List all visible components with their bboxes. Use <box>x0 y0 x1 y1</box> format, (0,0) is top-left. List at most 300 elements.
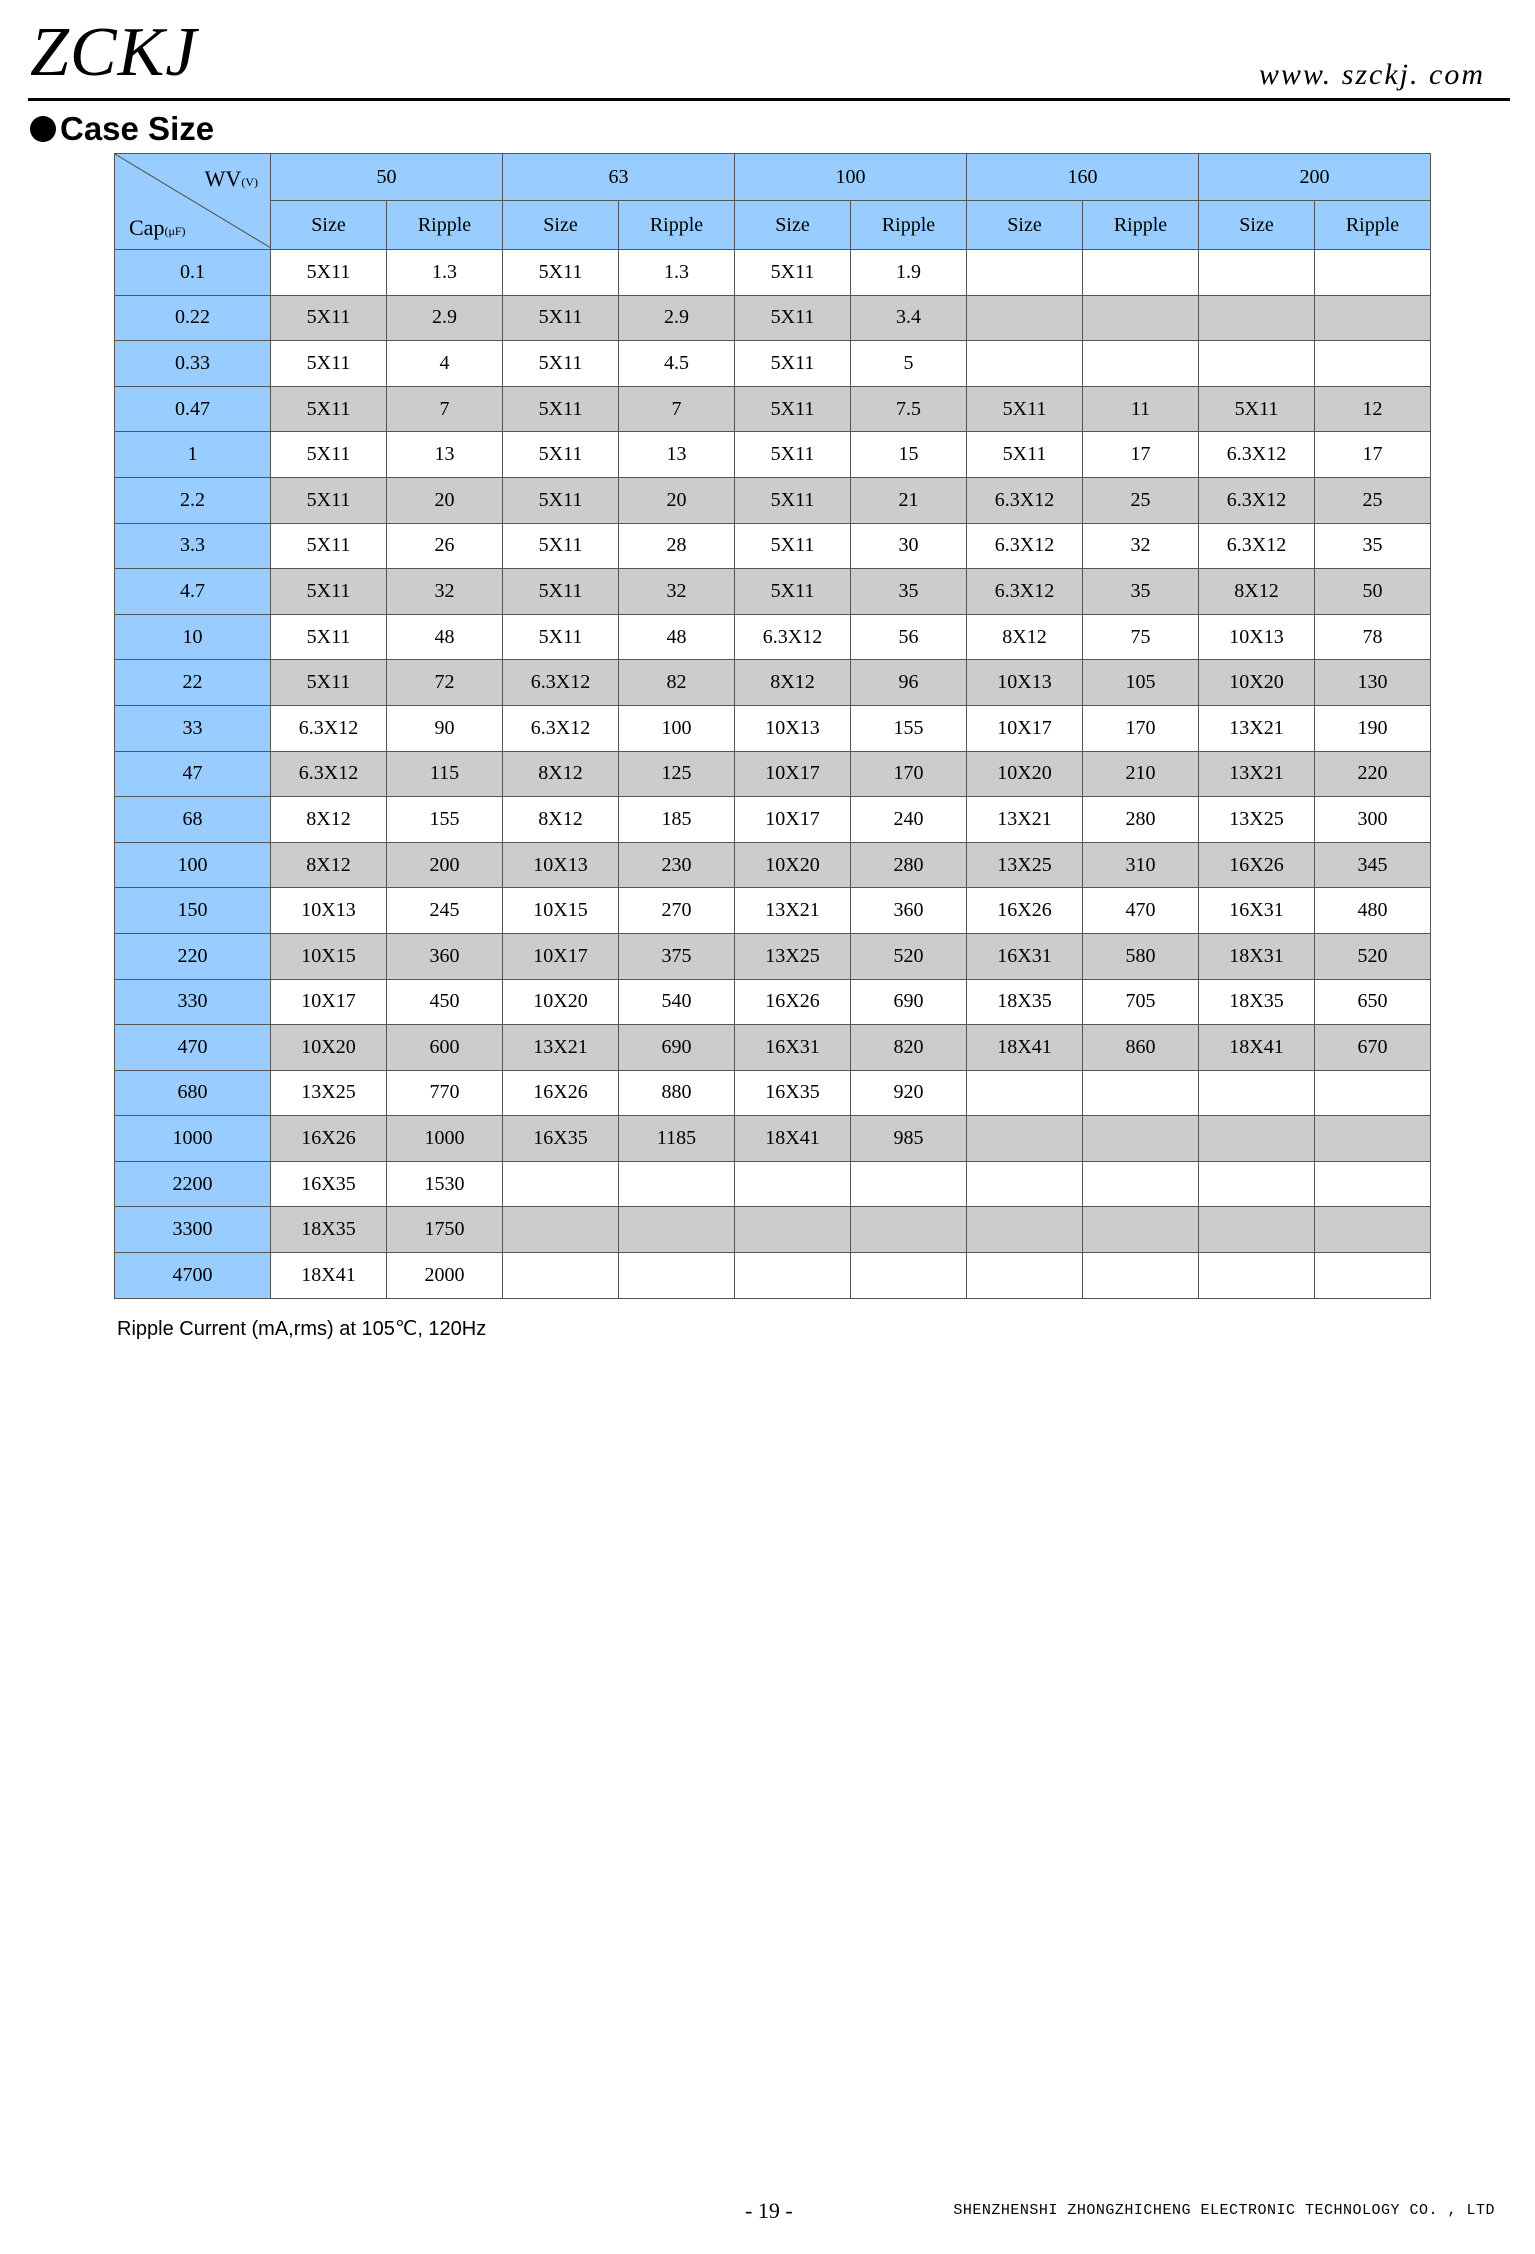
ripple-cell: 125 <box>619 751 735 797</box>
size-cell: 6.3X12 <box>1199 477 1315 523</box>
size-cell: 5X11 <box>503 386 619 432</box>
ripple-cell: 450 <box>387 979 503 1025</box>
table-row <box>115 1070 1431 1116</box>
ripple-cell: 7 <box>619 386 735 432</box>
table-row <box>115 341 1431 387</box>
capacitance-cell: 220 <box>115 933 271 979</box>
table-row <box>115 1253 1431 1299</box>
table-row <box>115 1025 1431 1071</box>
size-cell <box>503 1207 619 1253</box>
size-cell: 5X11 <box>735 523 851 569</box>
size-cell: 6.3X12 <box>967 477 1083 523</box>
ripple-cell: 17 <box>1083 432 1199 478</box>
ripple-cell <box>1315 1116 1431 1162</box>
sub-header-ripple: Ripple <box>619 201 735 250</box>
table-row <box>115 1161 1431 1207</box>
size-cell: 5X11 <box>735 569 851 615</box>
page-number: - 19 - <box>745 2198 793 2223</box>
ripple-cell: 25 <box>1083 477 1199 523</box>
size-cell: 5X11 <box>271 614 387 660</box>
size-cell: 5X11 <box>735 432 851 478</box>
capacitance-cell: 68 <box>115 797 271 843</box>
size-cell: 10X20 <box>967 751 1083 797</box>
size-cell: 5X11 <box>271 341 387 387</box>
ripple-cell: 190 <box>1315 705 1431 751</box>
capacitance-cell: 330 <box>115 979 271 1025</box>
ripple-cell: 35 <box>1083 569 1199 615</box>
sub-header-ripple: Ripple <box>387 201 503 250</box>
capacitance-cell: 4700 <box>115 1253 271 1299</box>
table-row <box>115 797 1431 843</box>
size-cell: 5X11 <box>735 295 851 341</box>
ripple-cell: 1750 <box>387 1207 503 1253</box>
ripple-cell: 230 <box>619 842 735 888</box>
table-row <box>115 979 1431 1025</box>
capacitance-cell: 0.22 <box>115 295 271 341</box>
size-cell: 5X11 <box>271 660 387 706</box>
size-cell: 5X11 <box>735 250 851 296</box>
size-cell: 16X26 <box>271 1116 387 1162</box>
capacitance-cell: 47 <box>115 751 271 797</box>
table-row <box>115 933 1431 979</box>
size-cell <box>1199 1253 1315 1299</box>
voltage-header-row <box>115 154 1431 201</box>
ripple-cell: 480 <box>1315 888 1431 934</box>
capacitance-cell: 680 <box>115 1070 271 1116</box>
size-cell <box>1199 295 1315 341</box>
size-cell: 16X31 <box>735 1025 851 1071</box>
size-cell <box>1199 250 1315 296</box>
size-cell: 6.3X12 <box>735 614 851 660</box>
size-cell: 5X11 <box>271 432 387 478</box>
table-row <box>115 888 1431 934</box>
ripple-cell: 1.9 <box>851 250 967 296</box>
ripple-cell: 860 <box>1083 1025 1199 1071</box>
size-cell: 16X31 <box>967 933 1083 979</box>
corner-cap-label: Cap(μF) <box>129 215 186 240</box>
ripple-cell: 2.9 <box>387 295 503 341</box>
ripple-cell: 20 <box>619 477 735 523</box>
table-row <box>115 660 1431 706</box>
ripple-cell: 4 <box>387 341 503 387</box>
ripple-cell: 28 <box>619 523 735 569</box>
table-row <box>115 842 1431 888</box>
ripple-cell: 26 <box>387 523 503 569</box>
ripple-cell: 170 <box>851 751 967 797</box>
sub-header-ripple: Ripple <box>851 201 967 250</box>
size-cell: 5X11 <box>271 477 387 523</box>
size-cell: 16X26 <box>503 1070 619 1116</box>
ripple-cell: 105 <box>1083 660 1199 706</box>
bullet-icon <box>30 116 56 142</box>
size-cell: 6.3X12 <box>967 569 1083 615</box>
size-cell <box>967 295 1083 341</box>
size-cell: 10X17 <box>967 705 1083 751</box>
sub-header-size: Size <box>271 201 387 250</box>
size-cell: 6.3X12 <box>271 751 387 797</box>
ripple-cell <box>1315 1207 1431 1253</box>
size-cell: 10X17 <box>735 797 851 843</box>
size-cell: 6.3X12 <box>1199 523 1315 569</box>
ripple-cell: 170 <box>1083 705 1199 751</box>
size-cell: 5X11 <box>503 432 619 478</box>
capacitance-cell: 4.7 <box>115 569 271 615</box>
size-cell: 5X11 <box>271 523 387 569</box>
ripple-cell: 820 <box>851 1025 967 1071</box>
voltage-header: 100 <box>735 154 967 201</box>
voltage-header: 63 <box>503 154 735 201</box>
size-cell: 5X11 <box>503 295 619 341</box>
capacitance-cell: 100 <box>115 842 271 888</box>
ripple-cell: 580 <box>1083 933 1199 979</box>
ripple-cell: 21 <box>851 477 967 523</box>
ripple-cell: 32 <box>1083 523 1199 569</box>
ripple-cell: 210 <box>1083 751 1199 797</box>
size-cell: 16X35 <box>271 1161 387 1207</box>
voltage-header: 50 <box>271 154 503 201</box>
size-cell: 8X12 <box>967 614 1083 660</box>
size-cell: 16X26 <box>967 888 1083 934</box>
ripple-cell: 90 <box>387 705 503 751</box>
size-cell: 18X35 <box>1199 979 1315 1025</box>
size-cell <box>735 1207 851 1253</box>
size-cell: 5X11 <box>967 386 1083 432</box>
size-cell: 5X11 <box>271 386 387 432</box>
ripple-cell: 200 <box>387 842 503 888</box>
size-cell: 8X12 <box>735 660 851 706</box>
capacitance-cell: 3300 <box>115 1207 271 1253</box>
size-cell: 10X15 <box>503 888 619 934</box>
ripple-cell: 25 <box>1315 477 1431 523</box>
size-cell <box>967 1161 1083 1207</box>
corner-wv-label: WV(V) <box>204 166 258 191</box>
sub-header-ripple: Ripple <box>1315 201 1431 250</box>
table-row <box>115 477 1431 523</box>
ripple-cell <box>851 1207 967 1253</box>
ripple-cell <box>1083 1253 1199 1299</box>
capacitance-cell: 33 <box>115 705 271 751</box>
ripple-cell <box>1315 1161 1431 1207</box>
size-cell: 13X25 <box>271 1070 387 1116</box>
ripple-cell <box>1315 295 1431 341</box>
size-cell: 10X13 <box>735 705 851 751</box>
ripple-cell: 1000 <box>387 1116 503 1162</box>
size-cell: 13X21 <box>735 888 851 934</box>
ripple-cell <box>1315 250 1431 296</box>
size-cell: 10X17 <box>735 751 851 797</box>
size-cell <box>967 1070 1083 1116</box>
size-cell: 8X12 <box>503 797 619 843</box>
table-row <box>115 386 1431 432</box>
table-row <box>115 614 1431 660</box>
ripple-cell: 310 <box>1083 842 1199 888</box>
ripple-cell: 520 <box>1315 933 1431 979</box>
ripple-cell: 75 <box>1083 614 1199 660</box>
size-cell: 16X35 <box>503 1116 619 1162</box>
ripple-cell: 770 <box>387 1070 503 1116</box>
ripple-cell: 185 <box>619 797 735 843</box>
section-title-text: Case Size <box>60 110 215 147</box>
ripple-cell: 1.3 <box>387 250 503 296</box>
ripple-cell: 13 <box>619 432 735 478</box>
ripple-cell: 17 <box>1315 432 1431 478</box>
size-cell <box>503 1253 619 1299</box>
size-cell: 5X11 <box>1199 386 1315 432</box>
ripple-cell <box>1315 1070 1431 1116</box>
size-cell: 10X20 <box>735 842 851 888</box>
table-row <box>115 1116 1431 1162</box>
ripple-cell <box>1083 1070 1199 1116</box>
ripple-cell: 690 <box>851 979 967 1025</box>
ripple-cell: 345 <box>1315 842 1431 888</box>
ripple-cell <box>1083 1161 1199 1207</box>
size-cell: 10X20 <box>1199 660 1315 706</box>
ripple-cell <box>1083 1207 1199 1253</box>
table-row <box>115 705 1431 751</box>
size-cell: 16X26 <box>1199 842 1315 888</box>
ripple-cell: 50 <box>1315 569 1431 615</box>
size-cell: 8X12 <box>503 751 619 797</box>
ripple-cell: 155 <box>851 705 967 751</box>
ripple-cell <box>619 1253 735 1299</box>
size-cell: 5X11 <box>271 295 387 341</box>
size-cell: 10X13 <box>271 888 387 934</box>
ripple-cell: 920 <box>851 1070 967 1116</box>
size-cell: 5X11 <box>271 569 387 615</box>
size-cell: 13X21 <box>503 1025 619 1071</box>
ripple-cell: 690 <box>619 1025 735 1071</box>
ripple-cell: 300 <box>1315 797 1431 843</box>
ripple-cell <box>619 1207 735 1253</box>
size-cell: 10X17 <box>271 979 387 1025</box>
size-cell: 10X17 <box>503 933 619 979</box>
ripple-cell: 2000 <box>387 1253 503 1299</box>
ripple-cell: 115 <box>387 751 503 797</box>
size-cell: 5X11 <box>735 477 851 523</box>
sub-header-size: Size <box>967 201 1083 250</box>
size-cell: 18X35 <box>271 1207 387 1253</box>
size-cell: 5X11 <box>503 477 619 523</box>
ripple-cell: 48 <box>619 614 735 660</box>
ripple-note: Ripple Current (mA,rms) at 105℃, 120Hz <box>117 1318 487 1340</box>
table-corner <box>115 154 271 250</box>
size-cell: 10X20 <box>503 979 619 1025</box>
size-cell: 18X41 <box>1199 1025 1315 1071</box>
capacitance-cell: 2200 <box>115 1161 271 1207</box>
ripple-cell: 35 <box>1315 523 1431 569</box>
table-row <box>115 432 1431 478</box>
size-cell <box>1199 1207 1315 1253</box>
size-cell <box>735 1253 851 1299</box>
ripple-cell: 360 <box>851 888 967 934</box>
size-cell: 5X11 <box>735 341 851 387</box>
capacitance-cell: 1000 <box>115 1116 271 1162</box>
capacitance-cell: 22 <box>115 660 271 706</box>
size-cell <box>967 1116 1083 1162</box>
header-rule <box>28 98 1510 101</box>
size-cell: 10X13 <box>967 660 1083 706</box>
company-name: SHENZHENSHI ZHONGZHICHENG ELECTRONIC TECHNOLOGY CO. , LTD <box>953 2202 1495 2219</box>
ripple-cell: 13 <box>387 432 503 478</box>
size-cell: 10X13 <box>1199 614 1315 660</box>
table-row <box>115 1207 1431 1253</box>
ripple-cell: 520 <box>851 933 967 979</box>
capacitance-cell: 470 <box>115 1025 271 1071</box>
size-cell <box>967 250 1083 296</box>
size-cell: 18X31 <box>1199 933 1315 979</box>
capacitance-cell: 0.33 <box>115 341 271 387</box>
section-title <box>30 110 214 148</box>
ripple-cell: 245 <box>387 888 503 934</box>
size-cell: 6.3X12 <box>503 705 619 751</box>
capacitance-cell: 0.1 <box>115 250 271 296</box>
ripple-cell: 96 <box>851 660 967 706</box>
voltage-header: 200 <box>1199 154 1431 201</box>
ripple-cell: 270 <box>619 888 735 934</box>
size-cell: 13X25 <box>1199 797 1315 843</box>
ripple-cell <box>1083 1116 1199 1162</box>
ripple-cell: 48 <box>387 614 503 660</box>
size-cell: 5X11 <box>503 250 619 296</box>
size-cell: 13X21 <box>967 797 1083 843</box>
size-cell: 5X11 <box>271 250 387 296</box>
size-cell: 6.3X12 <box>503 660 619 706</box>
ripple-cell: 11 <box>1083 386 1199 432</box>
ripple-cell: 56 <box>851 614 967 660</box>
ripple-cell <box>619 1161 735 1207</box>
ripple-cell: 1.3 <box>619 250 735 296</box>
ripple-cell: 470 <box>1083 888 1199 934</box>
ripple-cell <box>1315 1253 1431 1299</box>
ripple-cell: 4.5 <box>619 341 735 387</box>
size-cell <box>1199 1116 1315 1162</box>
ripple-cell: 32 <box>619 569 735 615</box>
sub-header-size: Size <box>1199 201 1315 250</box>
table-body <box>115 250 1431 1299</box>
size-cell: 10X15 <box>271 933 387 979</box>
size-cell <box>967 1253 1083 1299</box>
website-url: www. szckj. com <box>1258 58 1485 91</box>
ripple-cell: 1530 <box>387 1161 503 1207</box>
table-row <box>115 751 1431 797</box>
ripple-cell: 155 <box>387 797 503 843</box>
size-cell: 16X26 <box>735 979 851 1025</box>
ripple-cell: 280 <box>851 842 967 888</box>
ripple-cell: 600 <box>387 1025 503 1071</box>
ripple-cell <box>1083 295 1199 341</box>
size-cell <box>1199 1070 1315 1116</box>
ripple-cell: 705 <box>1083 979 1199 1025</box>
size-cell: 13X21 <box>1199 705 1315 751</box>
size-cell: 5X11 <box>735 386 851 432</box>
ripple-cell: 375 <box>619 933 735 979</box>
size-cell: 10X13 <box>503 842 619 888</box>
ripple-cell: 7 <box>387 386 503 432</box>
ripple-cell: 280 <box>1083 797 1199 843</box>
size-cell: 16X31 <box>1199 888 1315 934</box>
ripple-cell: 360 <box>387 933 503 979</box>
size-cell: 16X35 <box>735 1070 851 1116</box>
size-cell <box>967 1207 1083 1253</box>
ripple-cell: 78 <box>1315 614 1431 660</box>
ripple-cell: 880 <box>619 1070 735 1116</box>
company-logo: ZCKJ <box>30 14 198 91</box>
ripple-cell: 2.9 <box>619 295 735 341</box>
ripple-cell: 240 <box>851 797 967 843</box>
ripple-cell: 32 <box>387 569 503 615</box>
size-cell: 8X12 <box>271 842 387 888</box>
size-cell: 18X41 <box>271 1253 387 1299</box>
capacitance-cell: 2.2 <box>115 477 271 523</box>
sub-header-size: Size <box>503 201 619 250</box>
size-cell: 8X12 <box>1199 569 1315 615</box>
size-cell: 10X20 <box>271 1025 387 1071</box>
ripple-cell: 220 <box>1315 751 1431 797</box>
ripple-cell <box>1083 341 1199 387</box>
table-row <box>115 250 1431 296</box>
ripple-cell <box>1083 250 1199 296</box>
voltage-header: 160 <box>967 154 1199 201</box>
ripple-cell: 15 <box>851 432 967 478</box>
ripple-cell: 985 <box>851 1116 967 1162</box>
ripple-cell: 130 <box>1315 660 1431 706</box>
size-cell <box>967 341 1083 387</box>
size-cell: 18X41 <box>735 1116 851 1162</box>
capacitance-cell: 150 <box>115 888 271 934</box>
size-cell <box>503 1161 619 1207</box>
table-row <box>115 295 1431 341</box>
ripple-cell: 540 <box>619 979 735 1025</box>
size-cell: 6.3X12 <box>1199 432 1315 478</box>
size-cell: 5X11 <box>967 432 1083 478</box>
ripple-cell: 72 <box>387 660 503 706</box>
ripple-cell: 82 <box>619 660 735 706</box>
size-cell: 6.3X12 <box>271 705 387 751</box>
capacitance-cell: 0.47 <box>115 386 271 432</box>
ripple-cell: 3.4 <box>851 295 967 341</box>
sub-header-size: Size <box>735 201 851 250</box>
table-row <box>115 523 1431 569</box>
capacitance-cell: 1 <box>115 432 271 478</box>
size-cell: 5X11 <box>503 614 619 660</box>
ripple-cell: 35 <box>851 569 967 615</box>
capacitance-cell: 3.3 <box>115 523 271 569</box>
ripple-cell: 30 <box>851 523 967 569</box>
size-cell: 5X11 <box>503 523 619 569</box>
size-cell <box>1199 341 1315 387</box>
size-cell: 13X21 <box>1199 751 1315 797</box>
size-cell: 5X11 <box>503 569 619 615</box>
ripple-cell: 7.5 <box>851 386 967 432</box>
ripple-cell: 12 <box>1315 386 1431 432</box>
size-cell: 18X41 <box>967 1025 1083 1071</box>
ripple-cell: 5 <box>851 341 967 387</box>
size-cell: 8X12 <box>271 797 387 843</box>
size-cell <box>1199 1161 1315 1207</box>
size-cell: 6.3X12 <box>967 523 1083 569</box>
case-size-table <box>114 153 1431 1299</box>
ripple-cell <box>1315 341 1431 387</box>
size-cell: 5X11 <box>503 341 619 387</box>
ripple-cell: 650 <box>1315 979 1431 1025</box>
size-cell: 13X25 <box>735 933 851 979</box>
ripple-cell: 670 <box>1315 1025 1431 1071</box>
ripple-cell: 1185 <box>619 1116 735 1162</box>
size-cell: 13X25 <box>967 842 1083 888</box>
size-cell <box>735 1161 851 1207</box>
size-cell: 18X35 <box>967 979 1083 1025</box>
capacitance-cell: 10 <box>115 614 271 660</box>
